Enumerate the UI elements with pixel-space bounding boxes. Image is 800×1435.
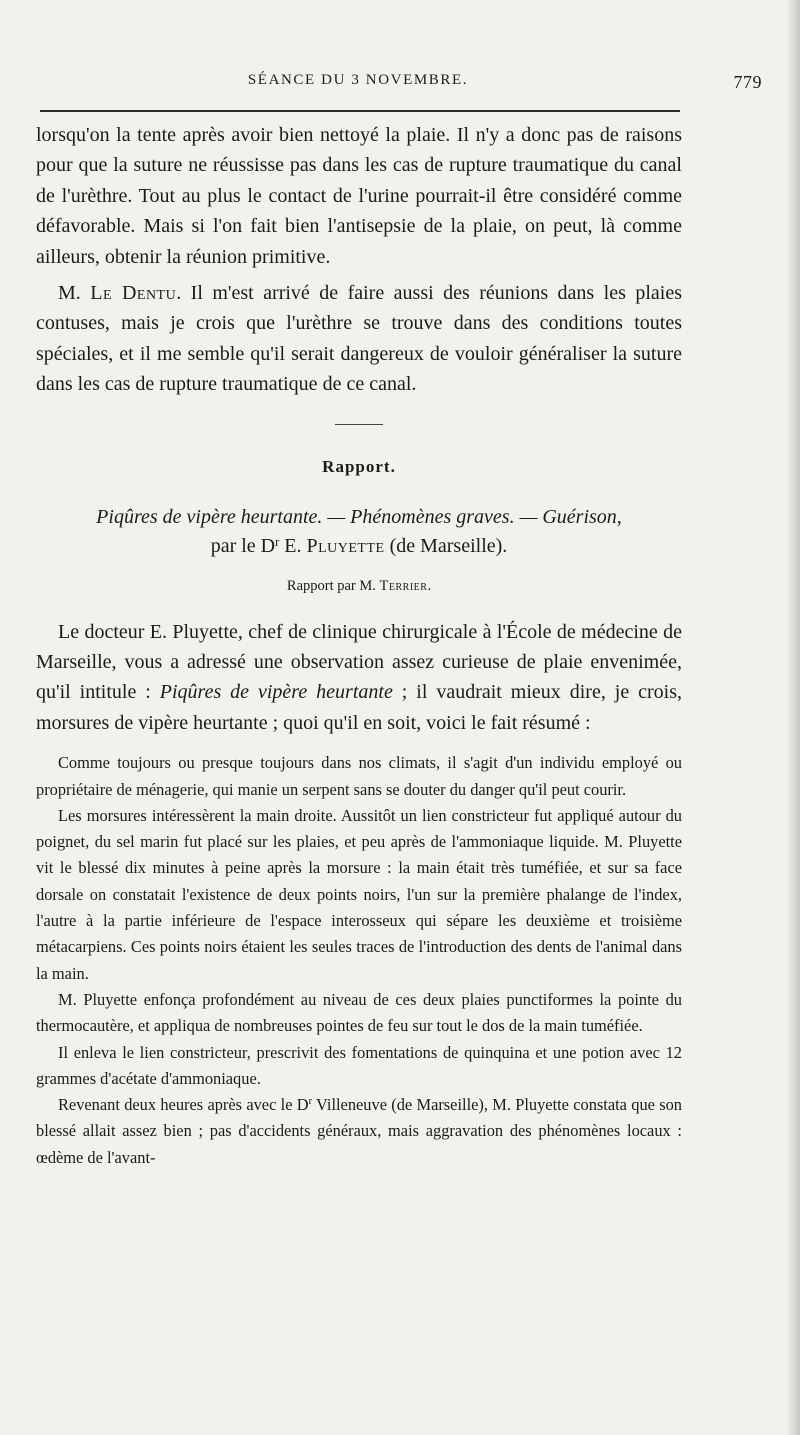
case-paragraph-4: Il enleva le lien constricteur, prescrivit des fomentations de quinquina et une potion avec 12 grammes d'acétate d'ammoniaque. xyxy=(36,1042,682,1088)
case-p5-text-2: Villeneuve (de Marseille), M. Pluyette constata que son blessé allait assez bien ; pas d'accidents généraux, mais aggravation des phénomènes locaux : œdème de l'avant- xyxy=(36,1095,682,1167)
case-p5-text-1: Revenant deux heures après avec le D xyxy=(58,1095,309,1115)
reporter-line xyxy=(36,575,682,597)
byline-author: Pluyette xyxy=(306,534,385,557)
page-number: 779 xyxy=(733,72,762,92)
dentu-text: . Il m'est arrivé de faire aussi des réunions dans les plaies contuses, mais je crois que l'urèthre se trouve dans des conditions toutes spéciales, et il me semble qu'il serait dangereux de vouloir généraliser la suture dans les cas de rupture traumatique de ce canal. xyxy=(36,282,682,396)
case-paragraph-3: M. Pluyette enfonça profondément au niveau de ces deux plaies punctiformes la pointe du thermocautère, et appliqua de nombreuses pointes de feu sur tout le dos de la main tuméfiée. xyxy=(36,989,682,1036)
byline-superscript: r xyxy=(275,534,280,549)
page-header xyxy=(36,72,762,96)
running-head: SÉANCE DU 3 NOVEMBRE. xyxy=(247,72,469,88)
page-body xyxy=(36,120,682,1171)
intro-text-2: ; il vaudrait mieux dire, je crois, morsures de vipère heurtante ; quoi qu'il en soit, voici le fait résumé : xyxy=(36,681,683,734)
header-rule xyxy=(40,110,680,112)
reporter-name: Terrier xyxy=(379,577,428,594)
intro-text-1: Le docteur E. Pluyette, chef de clinique chirurgicale à l'École de médecine de Marseille, vous a adressé une observation assez curieuse de plaie envenimée, qu'il intitule : xyxy=(36,620,682,704)
article-byline xyxy=(36,532,682,561)
byline-initial: E. xyxy=(279,534,307,557)
dentu-paragraph xyxy=(36,278,682,400)
case-p5-superscript: r xyxy=(308,1096,313,1108)
reporter-prefix: Rapport par M. xyxy=(286,577,380,594)
case-summary xyxy=(36,750,682,1171)
section-divider xyxy=(335,424,383,425)
case-paragraph-1: Comme toujours ou presque toujours dans nos climats, il s'agit d'un individu employé ou propriétaire de ménagerie, qui manie un serpent sans se douter du danger qu'il peut courir. xyxy=(36,753,682,799)
continued-paragraph: lorsqu'on la tente après avoir bien nettoyé la plaie. Il n'y a donc pas de raisons pour que la suture ne réussisse pas dans les cas de rupture traumatique du canal de l'urèthre. Tout au plus le contact de l'urine pourrait-il être considéré comme défavorable. Mais si l'on fait bien l'antisepsie de la plaie, on peut, là comme ailleurs, obtenir la réunion primitive. xyxy=(36,124,682,268)
case-paragraph-2: Les morsures intéressèrent la main droite. Aussitôt un lien constricteur fut appliqué autour du poignet, du sel marin fut placé sur les plaies, et peu après de l'ammoniaque liquide. M. Pluyette vit le blessé dix minutes à peine après la morsure : la main était très tuméfiée, et sur sa face dorsale on constatait l'existence de deux points noirs, l'un sur la première phalange de l'index, l'autre à la partie inférieure de l'espace interosseux qui sépare les deuxième et troisième métacarpiens. Ces points noirs étaient les seules traces de l'introduction des dents de l'animal dans la main. xyxy=(36,805,682,983)
byline-affiliation: (de Marseille). xyxy=(384,534,508,557)
intro-paragraph xyxy=(36,617,682,739)
speaker-name: Le Dentu xyxy=(90,282,177,305)
intro-italic-title: Piqûres de vipère heurtante xyxy=(159,681,393,704)
reporter-suffix: . xyxy=(427,577,432,594)
byline-prefix: par le D xyxy=(210,534,276,557)
section-title: Rapport. xyxy=(322,456,396,476)
speaker-prefix: M. xyxy=(58,282,91,305)
case-paragraph-5 xyxy=(36,1092,682,1171)
article-title: Piqûres de vipère heurtante. — Phénomènes graves. — Guérison, xyxy=(96,505,622,528)
